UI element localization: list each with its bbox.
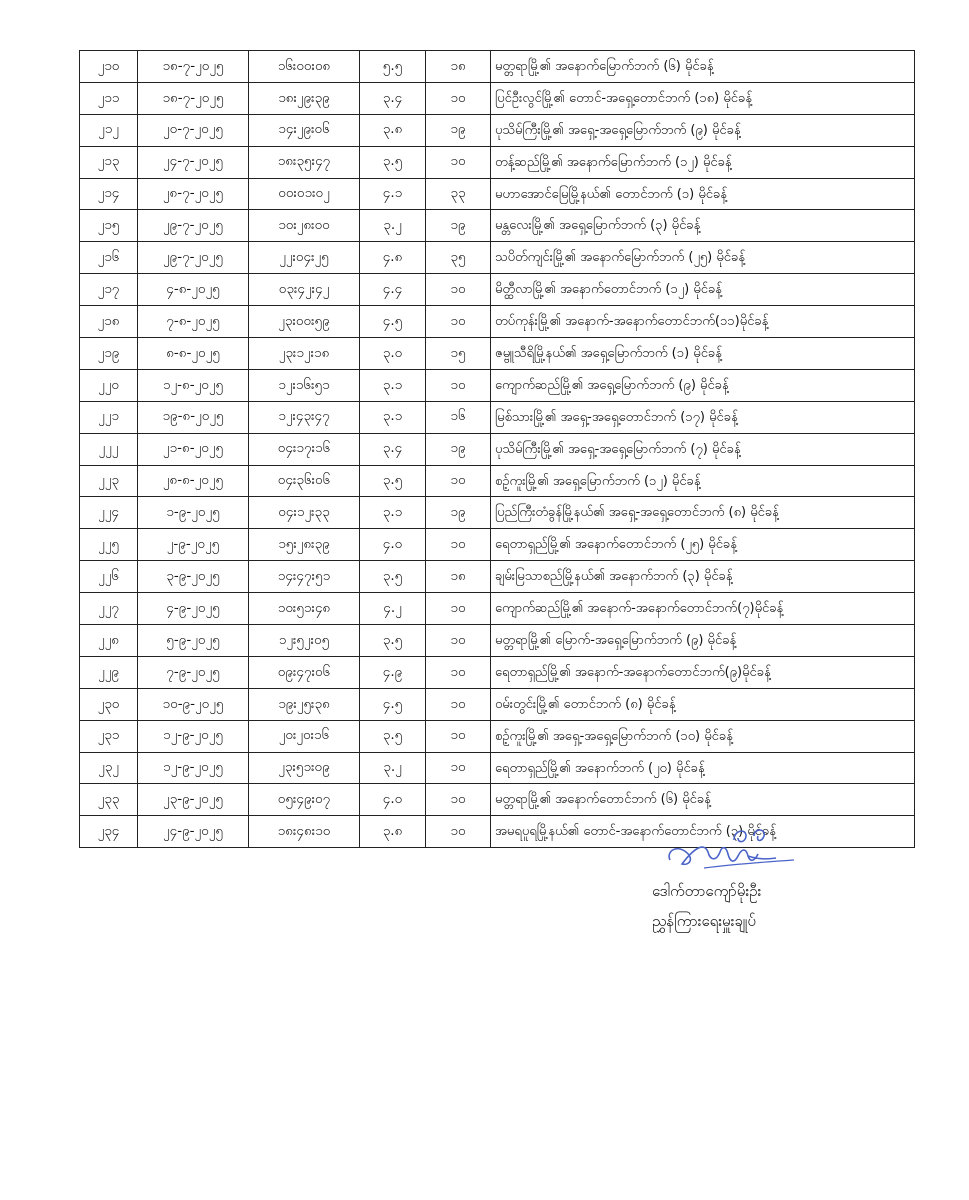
event-number-cell: ၂၂၄: [80, 497, 138, 529]
event-number-cell: ၂၂၃: [80, 465, 138, 497]
magnitude-cell: ၃.၈: [360, 114, 426, 146]
table-body: [80, 51, 915, 848]
depth-cell: ၃၃: [426, 178, 491, 210]
handwritten-signature: [664, 822, 804, 877]
table-row: [80, 529, 915, 561]
location-cell: ပုသိမ်ကြီးမြို့၏ အရှေ့-အရှေ့မြောက်ဘက် (၇) မိုင်ခန့်: [491, 433, 915, 465]
magnitude-cell: ၃.၄: [360, 82, 426, 114]
magnitude-cell: ၃.၅: [360, 720, 426, 752]
event-number-cell: ၂၃၃: [80, 784, 138, 816]
time-cell: ၁၆း၀၀း၀၈: [249, 51, 360, 83]
date-cell: ၁၈-၇-၂၀၂၅: [138, 82, 249, 114]
depth-cell: ၁၀: [426, 465, 491, 497]
depth-cell: ၁၉: [426, 210, 491, 242]
depth-cell: ၁၉: [426, 114, 491, 146]
location-cell: မတ္တရာမြို့၏ အနောက်တောင်ဘက် (၆) မိုင်ခန့်: [491, 784, 915, 816]
magnitude-cell: ၃.၈: [360, 816, 426, 848]
magnitude-cell: ၄.၉: [360, 656, 426, 688]
location-cell: ပုသိမ်ကြီးမြို့၏ အရှေ့-အရှေ့မြောက်ဘက် (၉) မိုင်ခန့်: [491, 114, 915, 146]
depth-cell: ၁၅: [426, 338, 491, 370]
time-cell: ၀၀း၀၁း၀၂: [249, 178, 360, 210]
magnitude-cell: ၃.၁: [360, 369, 426, 401]
date-cell: ၇-၈-၂၀၂၅: [138, 306, 249, 338]
date-cell: ၁-၉-၂၀၂၅: [138, 497, 249, 529]
time-cell: ၀၄း၃၆း၀၆: [249, 465, 360, 497]
event-number-cell: ၂၂၉: [80, 656, 138, 688]
table-row: [80, 178, 915, 210]
event-number-cell: ၂၁၆: [80, 242, 138, 274]
location-cell: တပ်ကုန်းမြို့၏ အနောက်-အနောက်တောင်ဘက်(၁၁)မိုင်ခန့်: [491, 306, 915, 338]
magnitude-cell: ၄.၈: [360, 242, 426, 274]
magnitude-cell: ၃.၂: [360, 210, 426, 242]
date-cell: ၂-၉-၂၀၂၅: [138, 529, 249, 561]
time-cell: ၀၉း၄၇း၀၆: [249, 656, 360, 688]
magnitude-cell: ၅.၅: [360, 51, 426, 83]
table-row: [80, 465, 915, 497]
location-cell: ကျောက်ဆည်မြို့၏ အရှေ့မြောက်ဘက် (၉) မိုင်ခန့်: [491, 369, 915, 401]
depth-cell: ၁၀: [426, 816, 491, 848]
table-row: [80, 497, 915, 529]
date-cell: ၂၉-၇-၂၀၂၅: [138, 210, 249, 242]
event-number-cell: ၂၁၈: [80, 306, 138, 338]
table-row: [80, 720, 915, 752]
date-cell: ၂၉-၇-၂၀၂၅: [138, 242, 249, 274]
event-number-cell: ၂၁၄: [80, 178, 138, 210]
magnitude-cell: ၄.၅: [360, 306, 426, 338]
location-cell: စဉ့်ကူးမြို့၏ အရှေ့-အရှေ့မြောက်ဘက် (၁၀) မိုင်ခန့်: [491, 720, 915, 752]
date-cell: ၁၉-၈-၂၀၂၅: [138, 401, 249, 433]
location-cell: သပိတ်ကျင်းမြို့၏ အနောက်မြောက်ဘက် (၂၅) မိုင်ခန့်: [491, 242, 915, 274]
time-cell: ၁၂း၅၂း၀၅: [249, 625, 360, 657]
date-cell: ၁၈-၇-၂၀၂၅: [138, 51, 249, 83]
event-number-cell: ၂၁၅: [80, 210, 138, 242]
date-cell: ၁၂-၉-၂၀၂၅: [138, 720, 249, 752]
time-cell: ၂၃း၅၁း၀၉: [249, 752, 360, 784]
table-row: [80, 146, 915, 178]
event-number-cell: ၂၂၇: [80, 593, 138, 625]
magnitude-cell: ၃.၁: [360, 497, 426, 529]
table-row: [80, 593, 915, 625]
magnitude-cell: ၃.၁: [360, 401, 426, 433]
magnitude-cell: ၃.၀: [360, 338, 426, 370]
date-cell: ၂၄-၉-၂၀၂၅: [138, 816, 249, 848]
table-row: [80, 274, 915, 306]
table-row: [80, 210, 915, 242]
time-cell: ၁၀း၅၁း၄၈: [249, 593, 360, 625]
time-cell: ၀၅း၄၉း၀၇: [249, 784, 360, 816]
event-number-cell: ၂၂၀: [80, 369, 138, 401]
event-number-cell: ၂၁၁: [80, 82, 138, 114]
depth-cell: ၁၀: [426, 656, 491, 688]
magnitude-cell: ၃.၄: [360, 433, 426, 465]
event-number-cell: ၂၂၂: [80, 433, 138, 465]
event-number-cell: ၂၃၀: [80, 688, 138, 720]
time-cell: ၀၄း၁၂း၃၃: [249, 497, 360, 529]
table-row: [80, 688, 915, 720]
time-cell: ၀၃း၄၂း၄၂: [249, 274, 360, 306]
depth-cell: ၁၀: [426, 784, 491, 816]
depth-cell: ၁၀: [426, 752, 491, 784]
table-row: [80, 51, 915, 83]
event-number-cell: ၂၁၂: [80, 114, 138, 146]
date-cell: ၁၀-၉-၂၀၂၅: [138, 688, 249, 720]
time-cell: ၁၈း၂၉း၃၉: [249, 82, 360, 114]
time-cell: ၂၃း၀၀း၅၉: [249, 306, 360, 338]
location-cell: ဝမ်းတွင်းမြို့၏ တောင်ဘက် (၈) မိုင်ခန့်: [491, 688, 915, 720]
date-cell: ၂၀-၇-၂၀၂၅: [138, 114, 249, 146]
event-number-cell: ၂၂၁: [80, 401, 138, 433]
date-cell: ၅-၉-၂၀၂၅: [138, 625, 249, 657]
earthquake-table: [79, 50, 915, 848]
table-row: [80, 82, 915, 114]
time-cell: ၁၅း၂၈း၃၉: [249, 529, 360, 561]
depth-cell: ၁၀: [426, 306, 491, 338]
event-number-cell: ၂၁၉: [80, 338, 138, 370]
location-cell: အမရပူရမြို့နယ်၏ တောင်-အနောက်တောင်ဘက် (၃) မိုင်ခန့်: [491, 816, 915, 848]
magnitude-cell: ၃.၅: [360, 465, 426, 497]
location-cell: ပြင်ဦးလွင်မြို့၏ တောင်-အရှေ့တောင်ဘက် (၁၈) မိုင်ခန့်: [491, 82, 915, 114]
location-cell: ကျောက်ဆည်မြို့၏ အနောက်-အနောက်တောင်ဘက်(၇)မိုင်ခန့်: [491, 593, 915, 625]
date-cell: ၄-၈-၂၀၂၅: [138, 274, 249, 306]
depth-cell: ၁၀: [426, 529, 491, 561]
magnitude-cell: ၄.၅: [360, 688, 426, 720]
table-row: [80, 369, 915, 401]
date-cell: ၄-၉-၂၀၂၅: [138, 593, 249, 625]
location-cell: မတ္တရာမြို့၏ အနောက်မြောက်ဘက် (၆) မိုင်ခန့်: [491, 51, 915, 83]
magnitude-cell: ၃.၅: [360, 561, 426, 593]
magnitude-cell: ၄.၄: [360, 274, 426, 306]
date-cell: ၁၂-၉-၂၀၂၅: [138, 752, 249, 784]
event-number-cell: ၂၁၀: [80, 51, 138, 83]
location-cell: ဇမ္ဗူသီရိမြို့နယ်၏ အရှေ့မြောက်ဘက် (၁) မိုင်ခန့်: [491, 338, 915, 370]
depth-cell: ၁၀: [426, 593, 491, 625]
table-row: [80, 306, 915, 338]
location-cell: မဟာအောင်မြေမြို့နယ်၏ တောင်ဘက် (၁) မိုင်ခန့်: [491, 178, 915, 210]
table-row: [80, 561, 915, 593]
date-cell: ၁၂-၈-၂၀၂၅: [138, 369, 249, 401]
signatory-title: ညွှန်ကြားရေးမှူးချုပ်: [652, 912, 756, 930]
time-cell: ၂၀း၂၀း၁၆: [249, 720, 360, 752]
location-cell: ရေတာရှည်မြို့၏ အနောက်ဘက် (၂၀) မိုင်ခန့်: [491, 752, 915, 784]
table-row: [80, 752, 915, 784]
event-number-cell: ၂၂၆: [80, 561, 138, 593]
depth-cell: ၁၀: [426, 720, 491, 752]
event-number-cell: ၂၃၄: [80, 816, 138, 848]
event-number-cell: ၂၂၈: [80, 625, 138, 657]
magnitude-cell: ၃.၂: [360, 752, 426, 784]
depth-cell: ၁၀: [426, 82, 491, 114]
date-cell: ၂၈-၇-၂၀၂၅: [138, 178, 249, 210]
location-cell: မိတ္ထီလာမြို့၏ အနောက်တောင်ဘက် (၁၂) မိုင်ခန့်: [491, 274, 915, 306]
time-cell: ၁၂း၁၆း၅၁: [249, 369, 360, 401]
location-cell: ရေတာရှည်မြို့၏ အနောက်-အနောက်တောင်ဘက်(၉)မိုင်ခန့်: [491, 656, 915, 688]
time-cell: ၁၄း၄၇း၅၁: [249, 561, 360, 593]
date-cell: ၂၄-၇-၂၀၂၅: [138, 146, 249, 178]
location-cell: တန့်ဆည်မြို့၏ အနောက်မြောက်ဘက် (၁၂) မိုင်ခန့်: [491, 146, 915, 178]
signatory-name: ဒေါက်တာကျော်မိုးဦး: [652, 882, 762, 900]
location-cell: ချမ်းမြသာစည်မြို့နယ်၏ အနောက်ဘက် (၃) မိုင်ခန့်: [491, 561, 915, 593]
date-cell: ၂၈-၈-၂၀၂၅: [138, 465, 249, 497]
time-cell: ၁၈း၄၈း၁၀: [249, 816, 360, 848]
depth-cell: ၁၀: [426, 688, 491, 720]
time-cell: ၀၄း၁၇း၁၆: [249, 433, 360, 465]
time-cell: ၁၉း၂၅း၃၈: [249, 688, 360, 720]
table-row: [80, 242, 915, 274]
magnitude-cell: ၃.၅: [360, 625, 426, 657]
time-cell: ၂၂း၀၄း၂၅: [249, 242, 360, 274]
event-number-cell: ၂၁၃: [80, 146, 138, 178]
table-row: [80, 114, 915, 146]
time-cell: ၁၈း၃၅း၄၇: [249, 146, 360, 178]
table-row: [80, 338, 915, 370]
magnitude-cell: ၃.၅: [360, 146, 426, 178]
event-number-cell: ၂၂၅: [80, 529, 138, 561]
location-cell: ရေတာရှည်မြို့၏ အနောက်တောင်ဘက် (၂၅) မိုင်ခန့်: [491, 529, 915, 561]
depth-cell: ၁၀: [426, 274, 491, 306]
time-cell: ၁၄း၂၉း၀၆: [249, 114, 360, 146]
magnitude-cell: ၄.၀: [360, 529, 426, 561]
event-number-cell: ၂၁၇: [80, 274, 138, 306]
depth-cell: ၁၆: [426, 401, 491, 433]
time-cell: ၁၀း၂၈း၀၀: [249, 210, 360, 242]
location-cell: မတ္တရာမြို့၏ မြောက်-အရှေ့မြောက်ဘက် (၉) မိုင်ခန့်: [491, 625, 915, 657]
location-cell: မန္တလေးမြို့၏ အရှေ့မြောက်ဘက် (၃) မိုင်ခန့်: [491, 210, 915, 242]
table-row: [80, 433, 915, 465]
location-cell: မြစ်သားမြို့၏ အရှေ့-အရှေ့တောင်ဘက် (၁၇) မိုင်ခန့်: [491, 401, 915, 433]
depth-cell: ၁၀: [426, 146, 491, 178]
depth-cell: ၁၉: [426, 433, 491, 465]
magnitude-cell: ၄.၀: [360, 784, 426, 816]
depth-cell: ၁၉: [426, 497, 491, 529]
magnitude-cell: ၄.၁: [360, 178, 426, 210]
event-number-cell: ၂၃၂: [80, 752, 138, 784]
date-cell: ၃-၉-၂၀၂၅: [138, 561, 249, 593]
location-cell: စဉ့်ကူးမြို့၏ အရှေ့မြောက်ဘက် (၁၂) မိုင်ခန့်: [491, 465, 915, 497]
table-row: [80, 625, 915, 657]
depth-cell: ၃၅: [426, 242, 491, 274]
table-row: [80, 784, 915, 816]
depth-cell: ၁၀: [426, 625, 491, 657]
depth-cell: ၁၈: [426, 561, 491, 593]
magnitude-cell: ၄.၂: [360, 593, 426, 625]
time-cell: ၂၃း၁၂း၁၈: [249, 338, 360, 370]
time-cell: ၁၂း၄၃း၄၇: [249, 401, 360, 433]
date-cell: ၂၁-၈-၂၀၂၅: [138, 433, 249, 465]
table-row: [80, 401, 915, 433]
location-cell: ပြည်ကြီးတံခွန်မြို့နယ်၏ အရှေ့-အရှေ့တောင်ဘက် (၈) မိုင်ခန့်: [491, 497, 915, 529]
table-row: [80, 656, 915, 688]
date-cell: ၇-၉-၂၀၂၅: [138, 656, 249, 688]
date-cell: ၂၃-၉-၂၀၂၅: [138, 784, 249, 816]
depth-cell: ၁၀: [426, 369, 491, 401]
depth-cell: ၁၈: [426, 51, 491, 83]
date-cell: ၈-၈-၂၀၂၅: [138, 338, 249, 370]
event-number-cell: ၂၃၁: [80, 720, 138, 752]
